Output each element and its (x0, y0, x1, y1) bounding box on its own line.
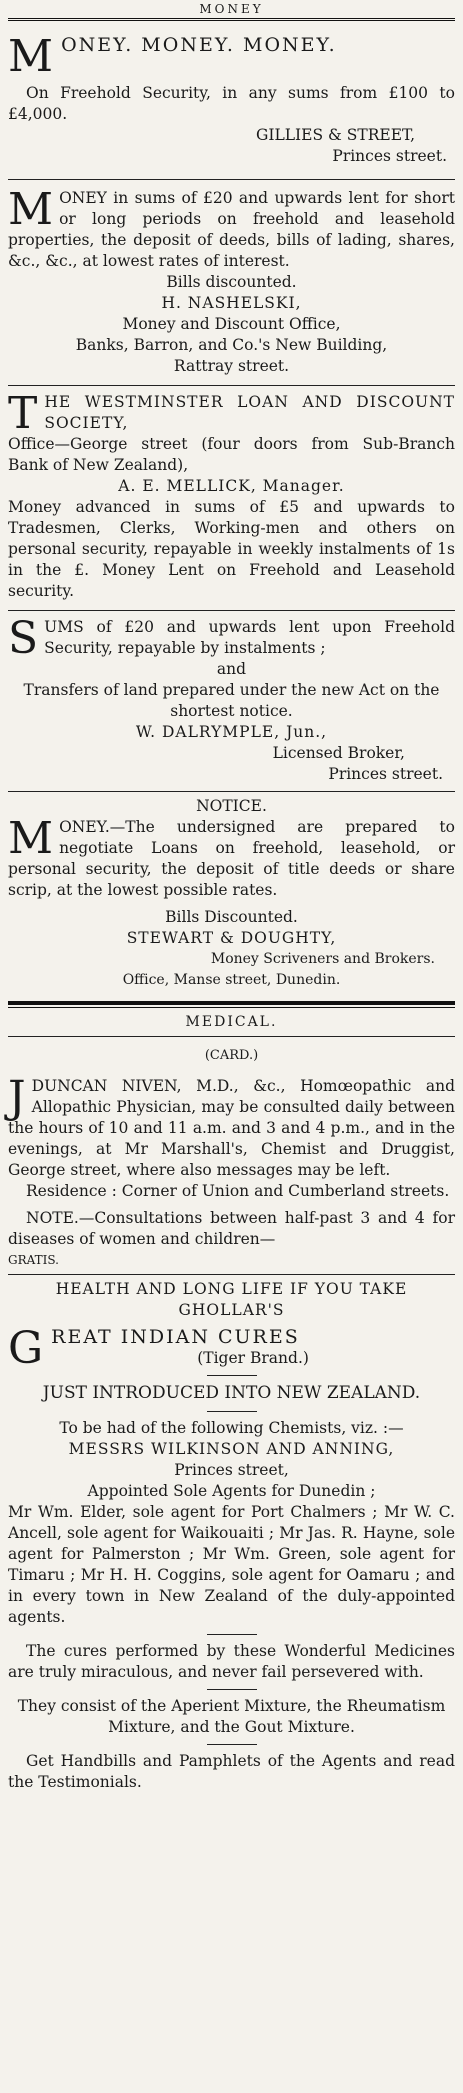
advert-title: Money Scriveners and Brokers. (210, 951, 435, 967)
advert-address: Princes street. (328, 765, 443, 783)
advert-body: DUNCAN NIVEN, M.D., &c., Homœopathic and Allopathic Physician, may be consulted daily between the hours of 10 and 11 a.m. and 3 and 4 p.m., and in the evenings, at Mr Marshall's, Chemist and Druggist, George street, where also messages may be left. (8, 1077, 455, 1179)
advert-note: NOTE.—Consultations between half-past 3 and 4 for diseases of women and children— (8, 1209, 455, 1248)
section-divider (8, 1001, 455, 1008)
advert-brand: (Tiger Brand.) (197, 1349, 309, 1367)
advert-headline: HEALTH AND LONG LIFE IF YOU TAKE GHOLLAR'S (55, 1280, 408, 1319)
advert-bills: Bills discounted. (166, 273, 297, 291)
advert-title-wrap (8, 388, 455, 439)
advert-handbills: Get Handbills and Pamphlets of the Agents and read the Testimonials. (8, 1752, 455, 1791)
advert-body: Money advanced in sums of £5 and upwards to Tradesmen, Clerks, Working-men and others on personal security, repayable in weekly instalments of 1s in the £. Money Lent on Freehold and Leasehold security. (8, 498, 455, 600)
section-masthead (8, 0, 455, 21)
advert-tobehad: To be had of the following Chemists, viz. :— (59, 1419, 404, 1437)
advert-princes: Princes street, (174, 1461, 289, 1479)
drop-cap: M (8, 184, 54, 235)
advert-office: Office—George street (four doors from Sub-Branch Bank of New Zealand), (8, 435, 455, 474)
advert-signature: GILLIES & STREET, (255, 126, 415, 144)
short-rule (207, 1744, 257, 1745)
notice-heading: NOTICE. (196, 797, 267, 815)
advert-westminster-loan (8, 388, 455, 602)
advert-name: H. NASHELSKI, (161, 294, 302, 312)
advert-ghollars-cures (8, 1279, 455, 1793)
divider (8, 1036, 455, 1037)
advert-and: and (216, 660, 247, 678)
advert-office: Office, Manse street, Dunedin. (122, 972, 341, 988)
advert-dalrymple (8, 613, 455, 785)
masthead-title: MONEY (199, 2, 264, 16)
divider (8, 1274, 455, 1275)
advert-body: ONEY.—The undersigned are prepared to negotiate Loans on freehold, leasehold, or personal security, the deposit of title deeds or share scrip, at the lowest possible rates. (8, 818, 455, 899)
divider (8, 791, 455, 792)
advert-building: Banks, Barron, and Co.'s New Building, (75, 336, 388, 354)
advert-manager: A. E. MELLICK, Manager. (118, 477, 345, 495)
advert-body: On Freehold Security, in any sums from £100 to £4,000. (8, 84, 455, 123)
short-rule (207, 1411, 257, 1412)
advert-intro: JUST INTRODUCED INTO NEW ZEALAND. (42, 1383, 421, 1403)
advert-agents: Mr Wm. Elder, sole agent for Port Chalmers ; Mr W. C. Ancell, sole agent for Waikouaiti ; Mr Jas. R. Hayne, sole agent for Palmerston ; Mr Wm. Green, sole agent for Timaru ; Mr H. H. Coggins, sole agent for Oamaru ; and in every town in New Zealand of the duly-appointed agents. (8, 1503, 455, 1626)
advert-body-wrap (8, 613, 455, 664)
advert-body: UMS of £20 and upwards lent upon Freehold Security, repayable by instalments ; (44, 618, 455, 657)
newspaper-column (8, 0, 455, 1793)
advert-duncan-niven (8, 1045, 455, 1271)
advert-street: Rattray street. (173, 357, 290, 375)
advert-name: STEWART & DOUGHTY, (126, 929, 337, 947)
medical-heading: MEDICAL. (185, 1014, 278, 1030)
headline-text: ONEY. MONEY. MONEY. (61, 34, 337, 56)
card-label: (CARD.) (204, 1048, 259, 1063)
advert-body-wrap (8, 813, 455, 901)
advert-bills: Bills Discounted. (165, 908, 298, 926)
advert-body-wrap (8, 184, 455, 272)
short-rule (207, 1375, 257, 1376)
advert-office: Money and Discount Office, (122, 315, 341, 333)
divider (8, 179, 455, 180)
divider (8, 385, 455, 386)
drop-cap: S (8, 613, 39, 664)
advert-residence: Residence : Corner of Union and Cumberland streets. (26, 1182, 450, 1200)
advert-title: Licensed Broker, (272, 744, 405, 762)
advert-messrs: MESSRS WILKINSON AND ANNING, (68, 1440, 395, 1458)
advert-consist: They consist of the Aperient Mixture, the Rheumatism Mixture, and the Gout Mixture. (17, 1697, 446, 1736)
drop-cap: M (8, 31, 56, 82)
drop-cap: J (8, 1072, 26, 1123)
drop-cap: T (8, 388, 39, 439)
divider (8, 610, 455, 611)
advert-body: ONEY in sums of £20 and upwards lent for short or long periods on freehold and leasehold properties, the deposit of deeds, bills of lading, shares, &c., &c., at lowest rates of interest. (8, 189, 455, 270)
short-rule (207, 1689, 257, 1690)
advert-stewart-doughty (8, 796, 455, 991)
advert-address: Princes street. (332, 147, 447, 165)
advert-title: REAT INDIAN CURES (51, 1326, 300, 1348)
drop-cap: G (8, 1323, 46, 1374)
advert-body-wrap (8, 1072, 455, 1181)
drop-cap: M (8, 813, 54, 864)
advert-transfers: Transfers of land prepared under the new Act on the shortest notice. (23, 681, 440, 720)
advert-name: W. DALRYMPLE, Jun., (135, 723, 328, 741)
advert-gillies-street (8, 31, 455, 167)
advert-nashelski (8, 184, 455, 377)
advert-gratis: GRATIS. (8, 1253, 59, 1267)
advert-headline (8, 31, 455, 82)
short-rule (207, 1634, 257, 1635)
advert-title: HE WESTMINSTER LOAN AND DISCOUNT SOCIETY, (44, 393, 455, 432)
advert-appointed: Appointed Sole Agents for Dunedin ; (87, 1482, 376, 1500)
advert-cures: The cures performed by these Wonderful Medicines are truly miraculous, and never fail persevered with. (8, 1642, 455, 1681)
